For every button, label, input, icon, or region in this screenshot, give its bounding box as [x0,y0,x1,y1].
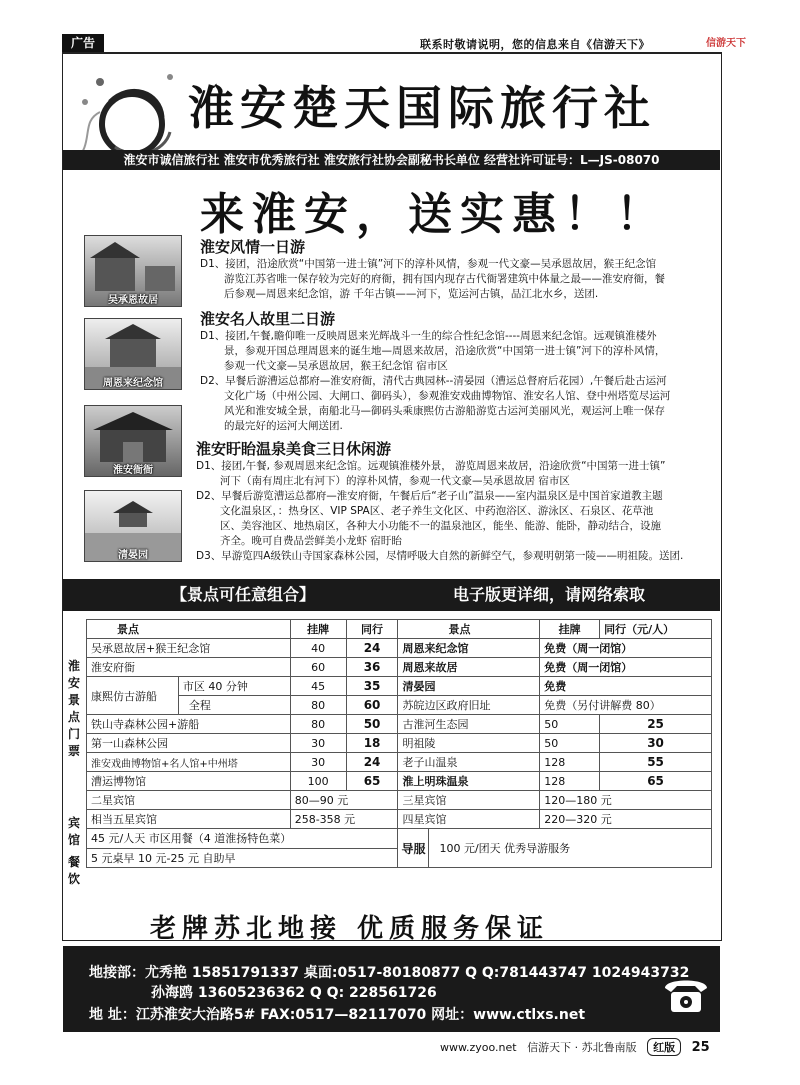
side-label-food: 餐饮 [67,855,80,886]
table-row [87,639,712,658]
cell: 120—180 元 [540,791,712,810]
tour-line: 的最完好的运河大闸送团. [224,420,343,432]
agency-tagline: 淮安市诚信旅行社 淮安市优秀旅行社 淮安旅行社协会副秘书长单位 经营社许可证号：L—JS-08070 [63,150,720,170]
tour-line: 文化广场（中州公园、大闸口、御码头），参观淮安戏曲博物馆、淮安名人馆、登中州塔览尽运河 [224,390,671,402]
tour-line: D3、早游览四A级铁山寺国家森林公园，尽情呼吸大自然的新鲜空气，参观明朝第一陵——明祖陵。送团. [196,550,684,562]
table-row [87,734,712,753]
cell: 40 [290,639,346,658]
cell: 30 [290,753,346,772]
cell: 苏皖边区政府旧址 [398,696,540,715]
cell: 淮上明珠温泉 [398,772,540,791]
cell: 漕运博物馆 [87,772,291,791]
tour-line: 风光和淮安城全景，南船北马—御码头乘康熙仿古游船游览古运河美丽风光，观运河上唯一保存 [224,405,665,417]
cell: 80—90 元 [290,791,398,810]
tour-line: D1、接团,午餐,瞻仰唯一反映周恩来光辉战斗一生的综合性纪念馆----周恩来纪念馆。远观镇淮楼外 [200,330,657,342]
guide-cell [398,829,712,868]
tour-title: 淮安名人故里二日游 [200,310,336,328]
tour-title: 淮安盱眙温泉美食三日休闲游 [196,440,392,458]
tour-line: 区、美容池区、地热扇区，各种大小功能不一的温泉池区，能坐、能游、能卧，静动结合，设施 [220,520,661,532]
cell: 周恩来故居 [398,658,540,677]
cell: 18 [346,734,398,753]
cell: 淮安戏曲博物馆+名人馆+中州塔 [87,753,291,772]
hotel-row [87,810,712,829]
cell: 35 [346,677,398,696]
table-row [87,772,712,791]
edition-badge: 红版 [647,1038,681,1056]
cell: 老子山温泉 [398,753,540,772]
photo-zhou-enlai-memorial [84,318,182,390]
table-row [87,658,712,677]
photo-caption: 吴承恩故居 [108,295,158,306]
cell: 45 元/人天 市区用餐（4 道淮扬特色菜） [87,829,398,849]
cell: 65 [346,772,398,791]
cell: 128 [540,753,600,772]
publisher-logo: 信游天下 [706,38,746,49]
cell: 50 [540,734,600,753]
cell: 50 [540,715,600,734]
table-header-row [87,620,712,639]
tour-two-day [200,308,715,434]
cell: 吴承恩故居+猴王纪念馆 [87,639,291,658]
contact-line: 孙海鸥 13605236362 Q Q: 228561726 [151,985,437,1001]
cell: 全程 [178,696,290,715]
cell: 明祖陵 [398,734,540,753]
slogan: 来淮安，送实惠！！ [200,189,668,240]
agency-name: 淮安楚天国际旅行社 [188,81,656,135]
side-label-scenic: 淮安景点门票 [67,659,80,758]
tour-one-day [200,236,715,302]
table-row [87,715,712,734]
cell: 康熙仿古游船 [87,677,179,715]
banner-left: 【景点可任意组合】 [171,585,316,604]
col-head: 挂牌 [290,620,346,639]
table-row [87,696,712,715]
col-head: 挂牌 [540,620,600,639]
photo-caption: 清晏园 [118,550,148,561]
cell: 60 [290,658,346,677]
tour-line: D1、接团,午餐, 参观周恩来纪念馆。远观镇淮楼外景， 游览周恩来故居，沿途欣赏“中国第一进士镇” [196,460,666,472]
tour-line: D1、接团，沿途欣赏“中国第一进士镇”河下的淳朴风情，参观一代文豪—吴承恩故居，猴王纪念馆 [200,258,657,270]
guarantee-slogan: 老牌苏北地接 优质服务保证 [150,914,550,944]
cell: 50 [346,715,398,734]
cell: 5 元桌早 10 元-25 元 自助早 [87,848,398,868]
contact-block [63,946,720,1032]
cell: 四星宾馆 [398,810,540,829]
cell: 免费 [540,677,712,696]
cell: 60 [346,696,398,715]
guide-label: 导服 [398,829,429,867]
cell: 220—320 元 [540,810,712,829]
cell: 周恩来纪念馆 [398,639,540,658]
hotel-row [87,791,712,810]
telephone-icon [661,974,711,1014]
cell: 铁山寺森林公园+游船 [87,715,291,734]
cell: 30 [600,734,712,753]
cell: 80 [290,715,346,734]
guide-text: 100 元/团天 优秀导游服务 [439,842,571,855]
photo-qingyan-garden [84,490,182,562]
page-number: 25 [691,1040,710,1055]
tour-line: 游览江苏省唯一保存较为完好的府衙，拥有国内现存古代衙署建筑中体量之最——淮安府衙，餐 [224,273,665,285]
cell: 古淮河生态园 [398,715,540,734]
cell: 45 [290,677,346,696]
banner-right: 电子版更详细，请网络索取 [453,585,646,604]
cell: 80 [290,696,346,715]
cell: 三星宾馆 [398,791,540,810]
col-head: 同行（元/人） [600,620,712,639]
cell: 免费（另付讲解费 80） [540,696,712,715]
tour-three-day [196,438,715,564]
cell: 100 [290,772,346,791]
cell: 128 [540,772,600,791]
tour-line: 后参观—周恩来纪念馆，游 千年古镇——河下，览运河古镇，品江北水乡，送团. [224,288,599,300]
tour-line: 景，参观开国总理周恩来的诞生地—周恩来故居，沿途欣赏“中国第一进士镇”河下的淳朴风情， [224,345,666,357]
contact-line: 地接部：尤秀艳 15851791337 桌面:0517-80180877 Q Q:781443747 1024943732 [89,965,690,981]
photo-wu-chengen [84,235,182,307]
cell: 相当五星宾馆 [87,810,291,829]
photo-huaian-yamen [84,405,182,477]
tour-title: 淮安风情一日游 [200,238,306,256]
table-row [87,753,712,772]
cell: 55 [600,753,712,772]
footer-publication: 信游天下 · 苏北鲁南版 [527,1041,637,1054]
cell: 65 [600,772,712,791]
cell: 淮安府衙 [87,658,291,677]
tour-line: 河下（南有周庄北有河下）的淳朴风情，参观一代文豪—吴承恩故居 宿市区 [220,475,570,487]
cell: 30 [290,734,346,753]
cell: 免费（周一闭馆） [540,639,712,658]
header-note: 联系时敬请说明，您的信息来自《信游天下》 [420,38,650,51]
cell: 二星宾馆 [87,791,291,810]
col-head: 景点 [398,620,540,639]
price-table [86,619,712,868]
combo-banner [63,579,720,611]
ad-label: 广告 [62,34,104,52]
cell: 25 [600,715,712,734]
contact-line: 地 址：江苏淮安大治路5# FAX:0517—82117070 网址：www.ctlxs.net [89,1007,586,1023]
tour-line: 参观一代文豪—吴承恩故居，猴王纪念馆 宿市区 [224,360,448,372]
cell: 第一山森林公园 [87,734,291,753]
cell: 24 [346,639,398,658]
cell: 36 [346,658,398,677]
photo-caption: 周恩来纪念馆 [103,378,163,389]
tour-line: 齐全。晚可自费品尝鲜美小龙虾 宿盱眙 [220,535,402,547]
cell: 24 [346,753,398,772]
col-head: 景点 [87,620,291,639]
col-head: 同行 [346,620,398,639]
tour-line: 文化温泉区，：热身区、VIP SPA区、老子养生文化区、中药泡浴区、游泳区、石泉区、花草池 [220,505,654,517]
cell: 免费（周一闭馆） [540,658,712,677]
photo-caption: 淮安衙衙 [113,465,153,476]
side-label-hotel: 宾馆 [67,816,80,847]
footer-site: www.zyoo.net [440,1041,517,1054]
cell: 258-358 元 [290,810,398,829]
page-footer [440,1038,710,1056]
food-row [87,829,712,849]
cell: 清晏园 [398,677,540,696]
table-row [87,677,712,696]
tour-line: D2、早餐后游览漕运总都府—淮安府衙，午餐后后“老子山”温泉——室内温泉区是中国首家道教主题 [196,490,663,502]
tour-line: D2、早餐后游漕运总都府—淮安府衙，清代古典园林--清晏园（漕运总督府后花园）,午餐后赴古运河 [200,375,667,387]
cell: 市区 40 分钟 [178,677,290,696]
